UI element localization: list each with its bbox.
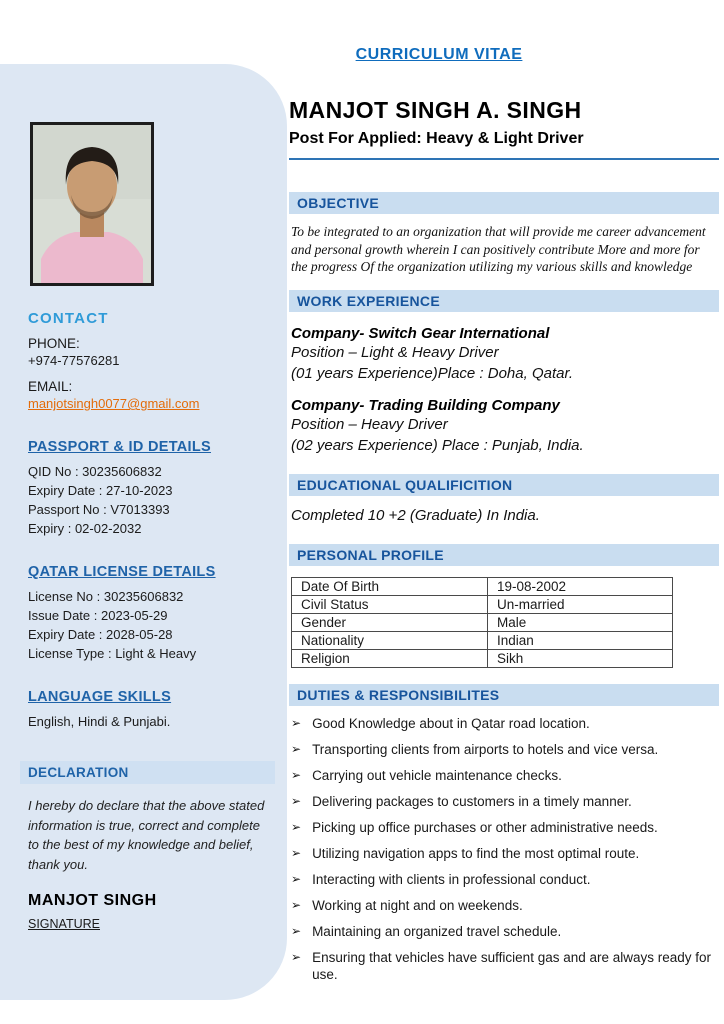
contact-heading: CONTACT — [28, 310, 109, 327]
profile-value: Indian — [488, 631, 673, 649]
profile-value: Un-married — [488, 595, 673, 613]
license-line: Issue Date : 2023-05-29 — [28, 608, 168, 623]
table-row — [292, 595, 673, 613]
objective-heading: OBJECTIVE — [289, 192, 719, 214]
duty-text: Transporting clients from airports to hotels and vice versa. — [312, 741, 659, 757]
table-row — [292, 631, 673, 649]
arrow-bullet-icon: ➢ — [291, 741, 302, 756]
arrow-bullet-icon: ➢ — [291, 923, 302, 938]
list-item — [289, 897, 719, 914]
duty-text: Maintaining an organized travel schedule. — [312, 923, 562, 939]
list-item — [289, 793, 719, 810]
duty-text: Utilizing navigation apps to find the most optimal route. — [312, 845, 640, 861]
profile-value: 19-08-2002 — [488, 577, 673, 595]
email-link[interactable]: manjotsingh0077@gmail.com — [28, 396, 200, 411]
arrow-bullet-icon: ➢ — [291, 949, 302, 964]
job-details: (01 years Experience)Place : Doha, Qatar. — [291, 364, 574, 382]
table-row — [292, 613, 673, 631]
job-entry — [291, 397, 719, 456]
languages-text: English, Hindi & Punjabi. — [28, 714, 171, 729]
table-row — [292, 649, 673, 667]
profile-label: Religion — [292, 649, 488, 667]
profile-photo — [30, 122, 154, 286]
list-item — [289, 949, 719, 983]
duties-list — [289, 715, 719, 983]
signature-label: SIGNATURE — [28, 917, 100, 931]
license-line: Expiry Date : 2028-05-28 — [28, 627, 173, 642]
passport-line: Expiry : 02-02-2032 — [28, 521, 142, 536]
education-text: Completed 10 +2 (Graduate) In India. — [291, 506, 540, 524]
duties-heading: DUTIES & RESPONSIBILITES — [289, 684, 719, 706]
profile-value: Sikh — [488, 649, 673, 667]
license-line: License No : 30235606832 — [28, 589, 184, 604]
list-item — [289, 715, 719, 732]
arrow-bullet-icon: ➢ — [291, 845, 302, 860]
languages-heading: LANGUAGE SKILLS — [28, 689, 172, 705]
duty-text: Good Knowledge about in Qatar road location. — [312, 715, 590, 731]
declaration-name: MANJOT SINGH — [28, 892, 157, 909]
header-divider — [289, 158, 719, 160]
duty-text: Interacting with clients in professional conduct. — [312, 871, 591, 887]
job-company: Company- Trading Building Company — [291, 396, 560, 414]
table-row — [292, 577, 673, 595]
job-company: Company- Switch Gear International — [291, 324, 550, 342]
list-item — [289, 845, 719, 862]
personal-profile-heading: PERSONAL PROFILE — [289, 544, 719, 566]
arrow-bullet-icon: ➢ — [291, 871, 302, 886]
arrow-bullet-icon: ➢ — [291, 715, 302, 730]
license-line: License Type : Light & Heavy — [28, 646, 197, 661]
profile-label: Nationality — [292, 631, 488, 649]
personal-profile-table — [291, 577, 673, 668]
list-item — [289, 741, 719, 758]
duty-text: Ensuring that vehicles have sufficient gas and are always ready for use. — [312, 949, 712, 982]
passport-line: QID No : 30235606832 — [28, 464, 162, 479]
list-item — [289, 871, 719, 888]
objective-text: To be integrated to an organization that will provide me career advancement and personal growth wherein I can positively contribute More and more for the progress Of the organization utilizing my various skills and knowledge — [291, 224, 706, 274]
candidate-name: MANJOT SINGH A. SINGH — [289, 97, 582, 123]
arrow-bullet-icon: ➢ — [291, 767, 302, 782]
declaration-text: I hereby do declare that the above stated information is true, correct and complete to the best of my knowledge and belief, thank you. — [28, 798, 265, 872]
job-entry — [291, 325, 719, 384]
duty-text: Delivering packages to customers in a timely manner. — [312, 793, 632, 809]
license-heading: QATAR LICENSE DETAILS — [28, 564, 216, 580]
sidebar — [0, 64, 287, 1000]
document-title: CURRICULUM VITAE — [355, 46, 523, 63]
education-heading: EDUCATIONAL QUALIFICITION — [289, 474, 719, 496]
work-experience-heading: WORK EXPERIENCE — [289, 290, 719, 312]
phone-label: PHONE: — [28, 336, 80, 351]
passport-heading: PASSPORT & ID DETAILS — [28, 439, 211, 455]
duty-text: Carrying out vehicle maintenance checks. — [312, 767, 562, 783]
declaration-heading: DECLARATION — [20, 761, 275, 784]
arrow-bullet-icon: ➢ — [291, 897, 302, 912]
passport-line: Expiry Date : 27-10-2023 — [28, 483, 173, 498]
arrow-bullet-icon: ➢ — [291, 793, 302, 808]
profile-label: Gender — [292, 613, 488, 631]
person-portrait-icon — [33, 125, 151, 283]
email-label: EMAIL: — [28, 379, 73, 394]
profile-label: Date Of Birth — [292, 577, 488, 595]
job-position: Position – Light & Heavy Driver — [291, 343, 499, 361]
duty-text: Working at night and on weekends. — [312, 897, 523, 913]
job-position: Position – Heavy Driver — [291, 415, 448, 433]
job-details: (02 years Experience) Place : Punjab, India. — [291, 436, 584, 454]
list-item — [289, 767, 719, 784]
arrow-bullet-icon: ➢ — [291, 819, 302, 834]
list-item — [289, 923, 719, 940]
profile-value: Male — [488, 613, 673, 631]
phone-value: +974-77576281 — [28, 353, 120, 368]
passport-line: Passport No : V7013393 — [28, 502, 170, 517]
list-item — [289, 819, 719, 836]
profile-label: Civil Status — [292, 595, 488, 613]
duty-text: Picking up office purchases or other administrative needs. — [312, 819, 658, 835]
post-applied: Post For Applied: Heavy & Light Driver — [289, 130, 584, 147]
main-content — [289, 0, 719, 983]
